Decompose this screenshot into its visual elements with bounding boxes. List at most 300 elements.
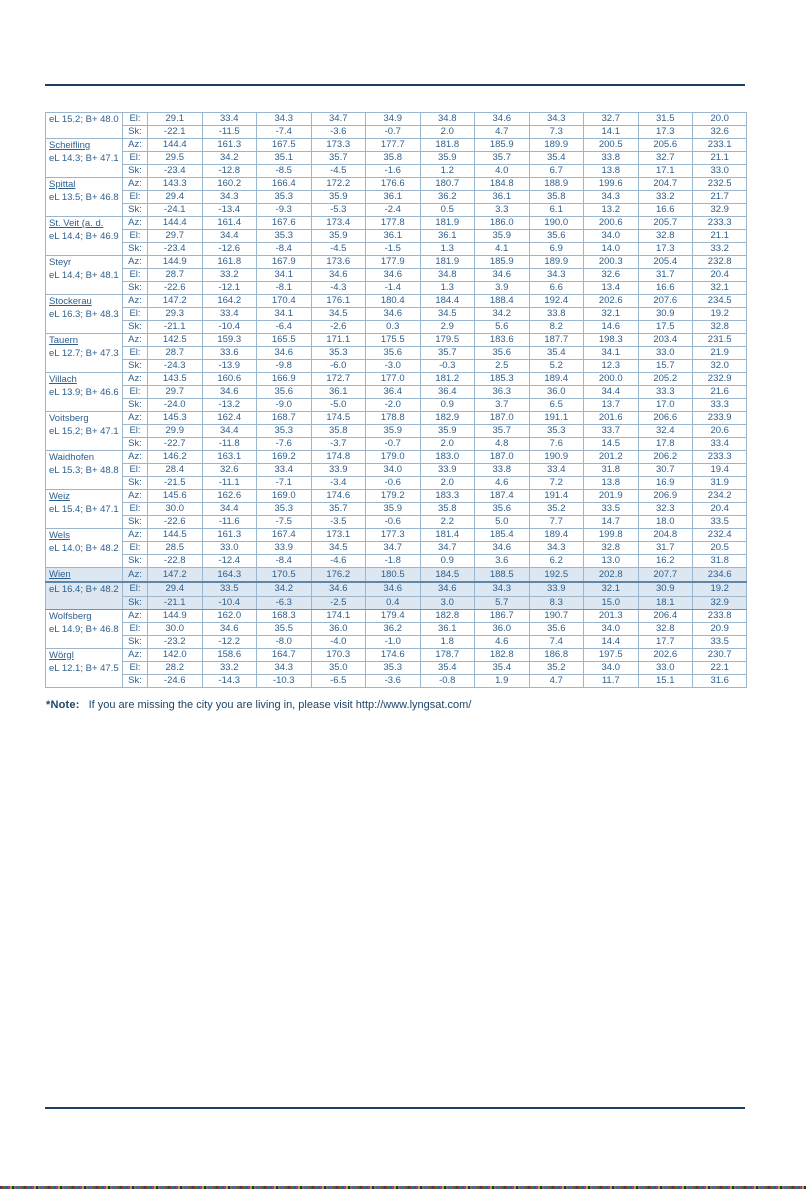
- value-cell: 189.4: [529, 529, 584, 542]
- value-cell: -8.4: [257, 555, 312, 568]
- row-label: Az:: [123, 334, 148, 347]
- value-cell: 36.0: [529, 386, 584, 399]
- value-cell: 28.2: [148, 661, 203, 674]
- value-cell: 233.8: [693, 609, 747, 622]
- row-label: Sk:: [123, 438, 148, 451]
- value-cell: 34.4: [202, 503, 257, 516]
- value-cell: 21.1: [693, 152, 747, 165]
- value-cell: 29.9: [148, 425, 203, 438]
- value-cell: 172.2: [311, 178, 366, 191]
- value-cell: 33.5: [202, 582, 257, 596]
- value-cell: 31.5: [638, 113, 693, 126]
- table-row: [46, 542, 747, 555]
- value-cell: 35.6: [529, 230, 584, 243]
- value-cell: 34.3: [584, 191, 639, 204]
- value-cell: 13.8: [584, 165, 639, 178]
- value-cell: 35.3: [257, 230, 312, 243]
- value-cell: 180.4: [366, 295, 421, 308]
- value-cell: -6.4: [257, 321, 312, 334]
- value-cell: 0.5: [420, 204, 475, 217]
- value-cell: 184.8: [475, 178, 530, 191]
- value-cell: 33.2: [202, 269, 257, 282]
- value-cell: 174.8: [311, 451, 366, 464]
- value-cell: 174.1: [311, 609, 366, 622]
- row-label: Sk:: [123, 204, 148, 217]
- footnote-label: *Note:: [46, 699, 80, 711]
- row-label: El:: [123, 230, 148, 243]
- row-label: Az:: [123, 178, 148, 191]
- value-cell: 179.2: [366, 490, 421, 503]
- footnote-url[interactable]: http://www.lyngsat.com/: [355, 699, 472, 711]
- value-cell: 29.7: [148, 230, 203, 243]
- value-cell: 234.2: [693, 490, 747, 503]
- value-cell: 35.6: [257, 386, 312, 399]
- value-cell: 158.6: [202, 648, 257, 661]
- value-cell: 31.9: [693, 477, 747, 490]
- row-label: Az:: [123, 256, 148, 269]
- city-coords: eL 14.4; B+ 46.9: [49, 231, 119, 242]
- value-cell: 34.5: [311, 542, 366, 555]
- row-label: Az:: [123, 295, 148, 308]
- value-cell: 177.3: [366, 529, 421, 542]
- value-cell: -24.0: [148, 399, 203, 412]
- value-cell: -21.5: [148, 477, 203, 490]
- value-cell: 199.8: [584, 529, 639, 542]
- value-cell: 33.4: [257, 464, 312, 477]
- value-cell: -10.4: [202, 596, 257, 609]
- value-cell: 167.5: [257, 139, 312, 152]
- table-row: [46, 165, 747, 178]
- value-cell: 35.4: [420, 661, 475, 674]
- value-cell: 8.2: [529, 321, 584, 334]
- value-cell: 34.7: [311, 113, 366, 126]
- row-label: El:: [123, 347, 148, 360]
- value-cell: -7.4: [257, 126, 312, 139]
- value-cell: 207.6: [638, 295, 693, 308]
- value-cell: 33.8: [529, 308, 584, 321]
- row-label: El:: [123, 191, 148, 204]
- value-cell: -9.8: [257, 360, 312, 373]
- value-cell: 29.4: [148, 191, 203, 204]
- value-cell: 144.4: [148, 217, 203, 230]
- value-cell: 34.6: [202, 386, 257, 399]
- value-cell: 185.9: [475, 256, 530, 269]
- value-cell: 5.6: [475, 321, 530, 334]
- value-cell: 161.3: [202, 139, 257, 152]
- table-row: [46, 113, 747, 126]
- value-cell: 179.0: [366, 451, 421, 464]
- value-cell: 191.1: [529, 412, 584, 425]
- table-row: [46, 191, 747, 204]
- city-name: Scheifling: [49, 140, 91, 151]
- value-cell: 182.8: [475, 648, 530, 661]
- row-label: El:: [123, 269, 148, 282]
- city-name: Wels: [49, 530, 70, 541]
- row-label: Sk:: [123, 360, 148, 373]
- value-cell: 177.8: [366, 217, 421, 230]
- value-cell: -23.4: [148, 243, 203, 256]
- value-cell: 34.6: [366, 269, 421, 282]
- value-cell: 200.6: [584, 217, 639, 230]
- value-cell: 36.1: [366, 230, 421, 243]
- value-cell: 2.0: [420, 126, 475, 139]
- value-cell: 17.0: [638, 399, 693, 412]
- value-cell: 1.9: [475, 674, 530, 687]
- value-cell: 35.8: [311, 425, 366, 438]
- value-cell: 33.9: [257, 542, 312, 555]
- value-cell: 30.0: [148, 503, 203, 516]
- value-cell: 170.3: [311, 648, 366, 661]
- value-cell: 3.7: [475, 399, 530, 412]
- value-cell: 16.9: [638, 477, 693, 490]
- value-cell: -0.8: [420, 674, 475, 687]
- value-cell: 28.7: [148, 347, 203, 360]
- value-cell: -9.0: [257, 399, 312, 412]
- value-cell: 22.1: [693, 661, 747, 674]
- value-cell: 30.0: [148, 622, 203, 635]
- value-cell: 35.6: [366, 347, 421, 360]
- value-cell: 181.2: [420, 373, 475, 386]
- city-name: Spittal: [49, 179, 76, 190]
- value-cell: 32.9: [693, 204, 747, 217]
- value-cell: 190.7: [529, 609, 584, 622]
- value-cell: 34.6: [202, 622, 257, 635]
- value-cell: 6.9: [529, 243, 584, 256]
- row-label: Az:: [123, 373, 148, 386]
- value-cell: 5.2: [529, 360, 584, 373]
- value-cell: 30.9: [638, 308, 693, 321]
- city-cell: [46, 217, 123, 256]
- value-cell: 144.9: [148, 256, 203, 269]
- value-cell: 1.8: [420, 635, 475, 648]
- value-cell: -11.8: [202, 438, 257, 451]
- table-row: [46, 596, 747, 609]
- row-label: Sk:: [123, 674, 148, 687]
- value-cell: 28.4: [148, 464, 203, 477]
- value-cell: -23.4: [148, 165, 203, 178]
- value-cell: 36.1: [366, 191, 421, 204]
- value-cell: 14.1: [584, 126, 639, 139]
- value-cell: -3.6: [366, 674, 421, 687]
- value-cell: 35.9: [475, 230, 530, 243]
- value-cell: 232.8: [693, 256, 747, 269]
- value-cell: 33.8: [475, 464, 530, 477]
- value-cell: 35.7: [420, 347, 475, 360]
- value-cell: 188.5: [475, 568, 530, 583]
- value-cell: 232.9: [693, 373, 747, 386]
- value-cell: 34.2: [202, 152, 257, 165]
- value-cell: 34.7: [420, 542, 475, 555]
- value-cell: 34.6: [311, 269, 366, 282]
- value-cell: 19.2: [693, 582, 747, 596]
- value-cell: 21.6: [693, 386, 747, 399]
- value-cell: -0.7: [366, 438, 421, 451]
- value-cell: 232.5: [693, 178, 747, 191]
- city-cell: [46, 295, 123, 334]
- value-cell: 34.4: [202, 425, 257, 438]
- value-cell: 169.2: [257, 451, 312, 464]
- value-cell: 7.3: [529, 126, 584, 139]
- value-cell: -21.1: [148, 596, 203, 609]
- value-cell: 33.9: [420, 464, 475, 477]
- city-coords: eL 14.0; B+ 48.2: [49, 543, 119, 554]
- city-cell: [46, 113, 123, 139]
- value-cell: 15.1: [638, 674, 693, 687]
- city-coords: eL 16.3; B+ 48.3: [49, 309, 119, 320]
- value-cell: 32.4: [638, 425, 693, 438]
- value-cell: 0.3: [366, 321, 421, 334]
- value-cell: 176.6: [366, 178, 421, 191]
- value-cell: 3.3: [475, 204, 530, 217]
- city-cell: [46, 568, 123, 583]
- value-cell: 34.5: [420, 308, 475, 321]
- row-label: El:: [123, 152, 148, 165]
- value-cell: 164.3: [202, 568, 257, 583]
- value-cell: 0.9: [420, 399, 475, 412]
- value-cell: 29.3: [148, 308, 203, 321]
- value-cell: 168.3: [257, 609, 312, 622]
- value-cell: 184.4: [420, 295, 475, 308]
- value-cell: 35.5: [257, 622, 312, 635]
- value-cell: 6.5: [529, 399, 584, 412]
- value-cell: 32.3: [638, 503, 693, 516]
- value-cell: 33.5: [584, 503, 639, 516]
- value-cell: 170.5: [257, 568, 312, 583]
- bottom-rule: [45, 1107, 745, 1109]
- value-cell: -4.5: [311, 243, 366, 256]
- value-cell: 29.4: [148, 582, 203, 596]
- value-cell: 188.9: [529, 178, 584, 191]
- value-cell: 3.9: [475, 282, 530, 295]
- value-cell: -2.4: [366, 204, 421, 217]
- value-cell: 192.5: [529, 568, 584, 583]
- value-cell: 13.7: [584, 399, 639, 412]
- value-cell: 207.7: [638, 568, 693, 583]
- footnote-text: If you are missing the city you are living in, please visit: [88, 699, 356, 711]
- table-row: [46, 516, 747, 529]
- city-cell: [46, 412, 123, 451]
- value-cell: 34.0: [366, 464, 421, 477]
- value-cell: 185.4: [475, 529, 530, 542]
- value-cell: 189.9: [529, 256, 584, 269]
- value-cell: 202.6: [638, 648, 693, 661]
- value-cell: 34.0: [584, 230, 639, 243]
- table-row: [46, 373, 747, 386]
- value-cell: 33.3: [693, 399, 747, 412]
- value-cell: 33.0: [693, 165, 747, 178]
- table-row: [46, 204, 747, 217]
- value-cell: 36.0: [311, 622, 366, 635]
- city-coords: eL 13.5; B+ 46.8: [49, 192, 119, 203]
- value-cell: 34.4: [584, 386, 639, 399]
- value-cell: 34.9: [366, 113, 421, 126]
- value-cell: 203.4: [638, 334, 693, 347]
- value-cell: 169.0: [257, 490, 312, 503]
- value-cell: 13.4: [584, 282, 639, 295]
- row-label: Sk:: [123, 516, 148, 529]
- value-cell: 4.7: [529, 674, 584, 687]
- value-cell: 2.5: [475, 360, 530, 373]
- value-cell: 147.2: [148, 568, 203, 583]
- table-row: [46, 139, 747, 152]
- value-cell: 233.3: [693, 217, 747, 230]
- value-cell: 170.4: [257, 295, 312, 308]
- value-cell: 4.0: [475, 165, 530, 178]
- table-row: [46, 674, 747, 687]
- value-cell: -6.3: [257, 596, 312, 609]
- value-cell: 30.7: [638, 464, 693, 477]
- value-cell: 168.7: [257, 412, 312, 425]
- city-name: Weiz: [49, 491, 70, 502]
- value-cell: -6.0: [311, 360, 366, 373]
- value-cell: 177.7: [366, 139, 421, 152]
- value-cell: -4.6: [311, 555, 366, 568]
- value-cell: 33.6: [202, 347, 257, 360]
- value-cell: 147.2: [148, 295, 203, 308]
- row-label: El:: [123, 622, 148, 635]
- value-cell: 28.7: [148, 269, 203, 282]
- table-row: [46, 425, 747, 438]
- value-cell: 4.8: [475, 438, 530, 451]
- value-cell: -5.3: [311, 204, 366, 217]
- row-label: Sk:: [123, 399, 148, 412]
- city-cell: [46, 334, 123, 373]
- value-cell: 33.7: [584, 425, 639, 438]
- value-cell: 14.4: [584, 635, 639, 648]
- value-cell: 15.0: [584, 596, 639, 609]
- value-cell: 34.6: [366, 582, 421, 596]
- table-row: [46, 386, 747, 399]
- value-cell: 7.2: [529, 477, 584, 490]
- value-cell: 32.1: [584, 582, 639, 596]
- value-cell: 173.1: [311, 529, 366, 542]
- value-cell: 206.9: [638, 490, 693, 503]
- value-cell: -21.1: [148, 321, 203, 334]
- value-cell: 188.4: [475, 295, 530, 308]
- value-cell: 32.7: [638, 152, 693, 165]
- value-cell: -4.5: [311, 165, 366, 178]
- value-cell: 180.5: [366, 568, 421, 583]
- value-cell: -1.8: [366, 555, 421, 568]
- value-cell: 30.9: [638, 582, 693, 596]
- value-cell: 174.6: [366, 648, 421, 661]
- value-cell: 182.9: [420, 412, 475, 425]
- city-name: Voitsberg: [49, 413, 89, 424]
- table-row: [46, 503, 747, 516]
- city-cell: [46, 139, 123, 178]
- value-cell: 32.6: [584, 269, 639, 282]
- value-cell: 32.8: [584, 542, 639, 555]
- value-cell: 142.0: [148, 648, 203, 661]
- table-row: [46, 648, 747, 661]
- value-cell: 33.4: [693, 438, 747, 451]
- value-cell: 32.6: [202, 464, 257, 477]
- row-label: El:: [123, 661, 148, 674]
- value-cell: -0.7: [366, 126, 421, 139]
- row-label: Az:: [123, 217, 148, 230]
- value-cell: 179.4: [366, 609, 421, 622]
- table-row: [46, 243, 747, 256]
- value-cell: 34.0: [584, 661, 639, 674]
- value-cell: 161.4: [202, 217, 257, 230]
- row-label: El:: [123, 542, 148, 555]
- alignment-table-body: [46, 113, 747, 688]
- city-name: Stockerau: [49, 296, 92, 307]
- row-label: Sk:: [123, 165, 148, 178]
- row-label: El:: [123, 386, 148, 399]
- value-cell: 6.6: [529, 282, 584, 295]
- value-cell: 32.6: [693, 126, 747, 139]
- value-cell: -24.6: [148, 674, 203, 687]
- value-cell: 167.6: [257, 217, 312, 230]
- value-cell: 201.9: [584, 490, 639, 503]
- value-cell: 162.0: [202, 609, 257, 622]
- row-label: Sk:: [123, 477, 148, 490]
- value-cell: 201.6: [584, 412, 639, 425]
- value-cell: 35.2: [529, 661, 584, 674]
- value-cell: 187.4: [475, 490, 530, 503]
- row-label: El:: [123, 464, 148, 477]
- value-cell: -0.6: [366, 516, 421, 529]
- value-cell: 36.4: [366, 386, 421, 399]
- value-cell: 187.0: [475, 412, 530, 425]
- table-row: [46, 230, 747, 243]
- table-row: [46, 582, 747, 596]
- value-cell: 175.5: [366, 334, 421, 347]
- value-cell: 35.9: [366, 503, 421, 516]
- value-cell: 18.1: [638, 596, 693, 609]
- value-cell: 177.0: [366, 373, 421, 386]
- value-cell: 178.7: [420, 648, 475, 661]
- value-cell: 0.9: [420, 555, 475, 568]
- value-cell: 200.3: [584, 256, 639, 269]
- value-cell: 6.7: [529, 165, 584, 178]
- city-cell: [46, 256, 123, 295]
- value-cell: 173.4: [311, 217, 366, 230]
- value-cell: 161.8: [202, 256, 257, 269]
- value-cell: 162.6: [202, 490, 257, 503]
- value-cell: 143.3: [148, 178, 203, 191]
- value-cell: 176.2: [311, 568, 366, 583]
- value-cell: 202.8: [584, 568, 639, 583]
- value-cell: 34.0: [584, 622, 639, 635]
- value-cell: 230.7: [693, 648, 747, 661]
- value-cell: 31.8: [584, 464, 639, 477]
- value-cell: 33.4: [529, 464, 584, 477]
- row-label: Az:: [123, 451, 148, 464]
- value-cell: -24.3: [148, 360, 203, 373]
- table-row: [46, 308, 747, 321]
- value-cell: 184.5: [420, 568, 475, 583]
- city-coords: eL 15.3; B+ 48.8: [49, 465, 119, 476]
- table-row: [46, 399, 747, 412]
- city-coords: eL 13.9; B+ 46.6: [49, 387, 119, 398]
- value-cell: 33.0: [202, 542, 257, 555]
- value-cell: 181.9: [420, 217, 475, 230]
- table-row: [46, 555, 747, 568]
- value-cell: 146.2: [148, 451, 203, 464]
- value-cell: -11.5: [202, 126, 257, 139]
- value-cell: -22.6: [148, 282, 203, 295]
- value-cell: 20.5: [693, 542, 747, 555]
- value-cell: 1.2: [420, 165, 475, 178]
- value-cell: 179.5: [420, 334, 475, 347]
- value-cell: -6.5: [311, 674, 366, 687]
- value-cell: 35.0: [311, 661, 366, 674]
- value-cell: 205.7: [638, 217, 693, 230]
- value-cell: 162.4: [202, 412, 257, 425]
- value-cell: -11.1: [202, 477, 257, 490]
